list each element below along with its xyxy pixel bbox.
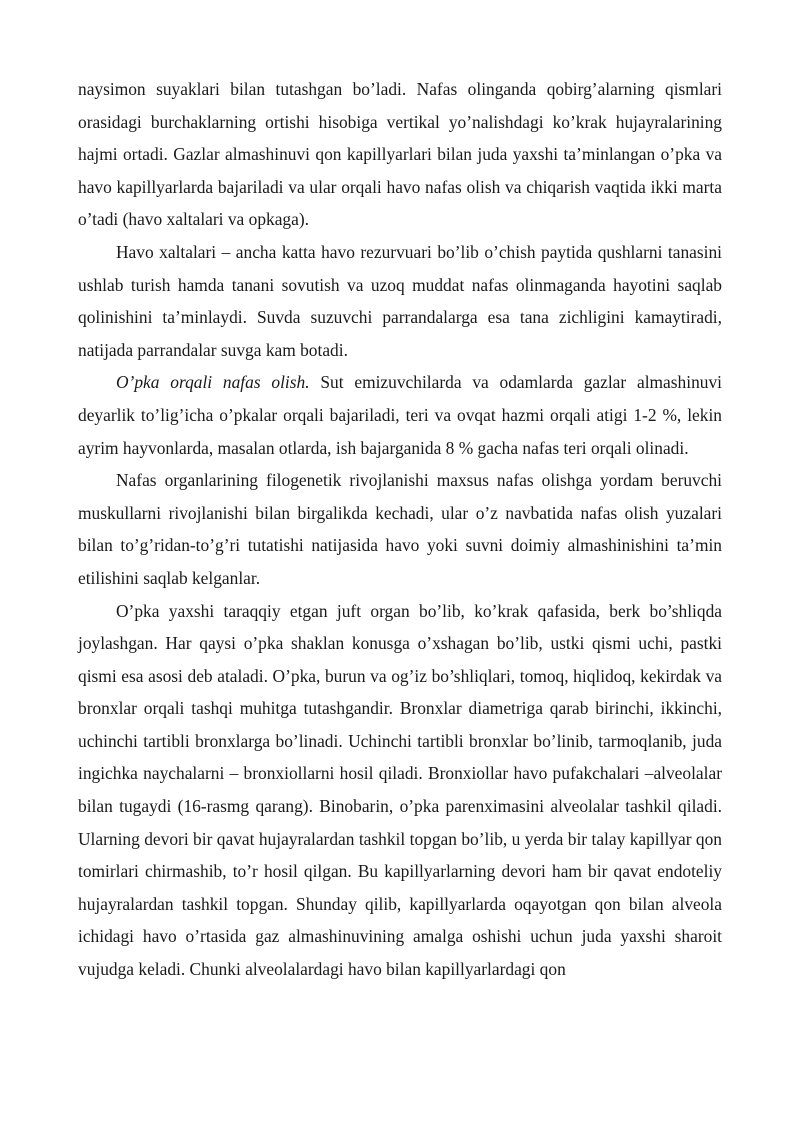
paragraph-2 [78, 236, 722, 366]
paragraph-text: Havo xaltalari – ancha katta havo rezurvuari bo’lib o’chish paytida qushlarni tanasini ushlab turish hamda tanani sovutish va uzoq muddat nafas olinmaganda hayotini saqlab qolinishini ta’minlaydi. Suvda suzuvchi parrandalarga esa tana zichligini kamaytiradi, natijada parrandalar suvga kam botadi. [78, 241, 722, 360]
paragraph-3 [78, 366, 722, 464]
paragraph-text: O’pka yaxshi taraqqiy etgan juft organ bo’lib, ko’krak qafasida, berk bo’shliqda joylashgan. Har qaysi o’pka shaklan konusga o’xshagan bo’lib, ustki qismi uchi, pastki qismi esa asosi deb ataladi. O’pka, burun va og’iz bo’shliqlari, tomoq, hiqlidoq, kekirdak va bronxlar orqali tashqi muhitga tutashgandir. Bronxlar diametriga qarab birinchi, ikkinchi, uchinchi tartibli bronxlarga bo’linadi. Uchinchi tartibli bronxlar bo’linib, tarmoqlanib, juda ingichka naychalarni – bronxiollarni hosil qiladi. Bronxiollar havo pufakchalari –alveolalar bilan tugaydi (16-rasmg qarang). Binobarin, o’pka parenximasini alveolalar tashkil qiladi. Ularning devori bir qavat hujayralardan tashkil topgan bo’lib, u yerda bir talay kapillyar qon tomirlari chirmashib, to’r hosil qilgan. Bu kapillyarlarning devori ham bir qavat endoteliy hujayralardan tashkil topgan. Shunday qilib, kapillyarlarda oqayotgan qon bilan alveola ichidagi havo o’rtasida gaz almashinuvining amalga oshishi uchun juda yaxshi sharoit vujudga keladi. Chunki alveolalardagi havo bilan kapillyarlardagi qon [78, 600, 722, 980]
paragraph-text: Sut emizuvchilarda va odamlarda gazlar almashinuvi deyarlik to’lig’icha o’pkalar orqali bajariladi, teri va ovqat hazmi orqali atigi 1-2 %, lekin ayrim hayvonlarda, masalan otlarda, ish bajarganida 8 % gacha nafas teri orqali olinadi. [78, 372, 722, 458]
section-lead-italic: O’pka orqali nafas olish. [116, 372, 310, 393]
paragraph-4 [78, 464, 722, 594]
paragraph-text: Nafas organlarining filogenetik rivojlanishi maxsus nafas olishga yordam beruvchi muskullarni rivojlanishi bilan birgalikda kechadi, ular o’z navbatida nafas olish yuzalari bilan to’g’ridan-to’g’ri tutatishi natijasida havo yoki suvni doimiy almashinishini ta’min etilishini saqlab kelganlar. [78, 470, 722, 588]
paragraph-1 [78, 73, 722, 236]
paragraph-text: naysimon suyaklari bilan tutashgan bo’ladi. Nafas olinganda qobirg’alarning qismlari orasidagi burchaklarning ortishi hisobiga vertikal yo’nalishdagi ko’krak hujayralarining hajmi ortadi. Gazlar almashinuvi qon kapillyarlari bilan juda yaxshi ta’minlangan o’pka va havo kapillyarlarda bajariladi va ular orqali havo nafas olish va chiqarish vaqtida ikki marta o’tadi (havo xaltalari va opkaga). [78, 79, 722, 230]
paragraph-5 [78, 595, 722, 986]
